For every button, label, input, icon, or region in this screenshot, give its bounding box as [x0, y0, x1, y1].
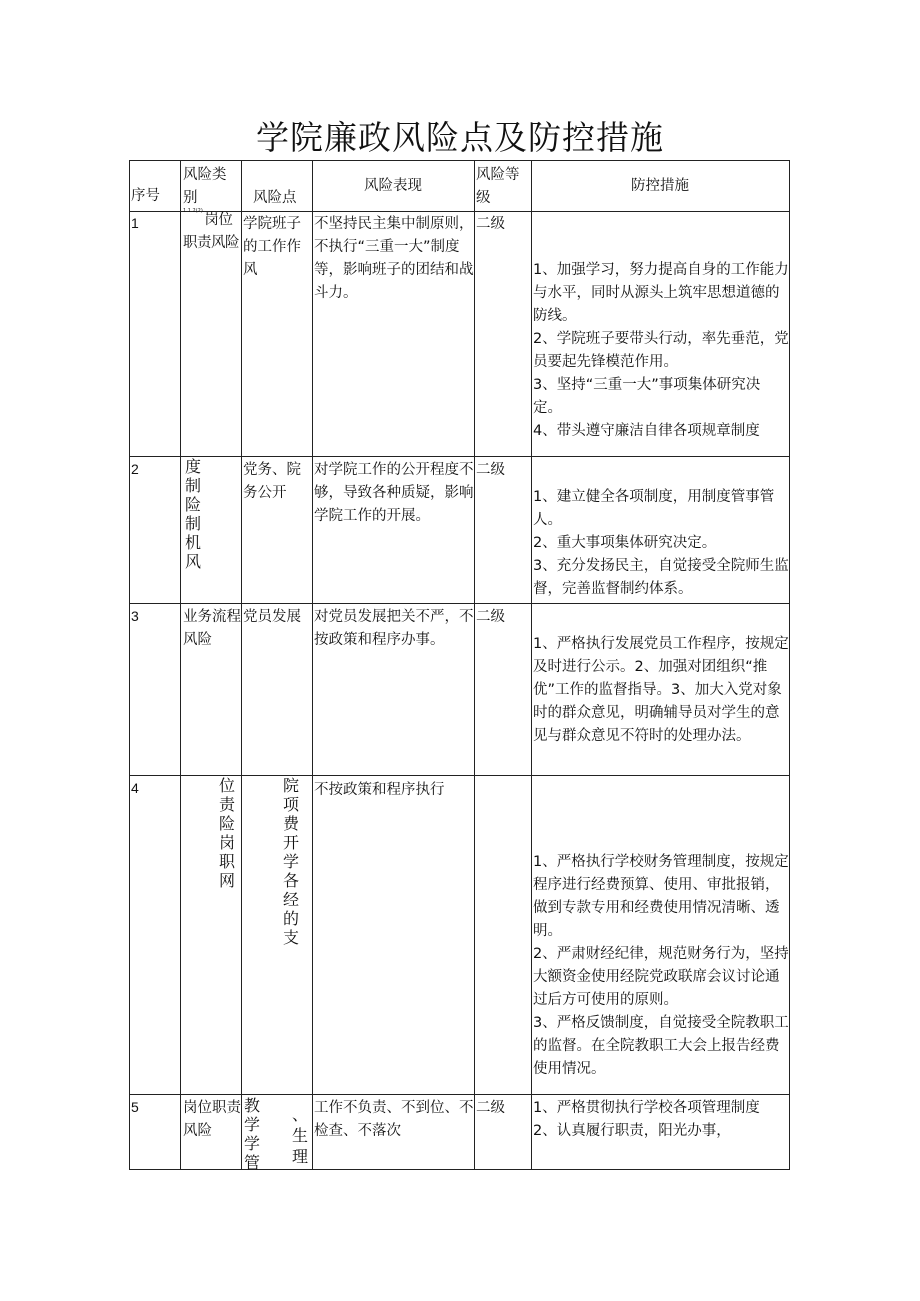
column-divider [180, 160, 181, 1170]
row3-level: 二级 [476, 609, 505, 625]
header-point: 风险点 [253, 190, 297, 206]
row3-seq: 3 [131, 608, 139, 624]
row5-seq: 5 [131, 1099, 139, 1115]
row2-measure-1: 1、建立健全各项制度，用制度管事管人。 [533, 489, 775, 528]
row4-manifestation: 不按政策和程序执行 [314, 782, 445, 798]
row1-measure-1: 1、加强学习，努力提高自身的工作能力与水平，同时从源头上筑牢思想道德的防线。 [533, 262, 789, 324]
row5-level: 二级 [476, 1100, 505, 1116]
row2-point: 党务、院务公开 [243, 462, 301, 501]
table-border-top [129, 160, 790, 161]
table-border-right [789, 160, 790, 1170]
row1-measure-2: 2、学院班子要带头行动，率先垂范，党员要起先锋模范作用。 [533, 331, 789, 370]
header-measures: 防控措施 [631, 178, 689, 194]
row1-measure-3: 3、坚持“三重一大”事项集体研究决定。 [533, 377, 761, 416]
row5-point-b: 、生理 [291, 1105, 308, 1166]
row4-measures [533, 851, 789, 1081]
row1-category-prefix: 1.1.2(2). [183, 208, 205, 214]
row5-measure-1: 1、严格贯彻执行学校各项管理制度 [533, 1100, 760, 1116]
row-divider [129, 1094, 790, 1095]
row5-point-a: 教学学管 [244, 1096, 261, 1172]
row1-point: 学院班子的工作作风 [243, 216, 301, 278]
row4-measure-1: 1、严格执行学校财务管理制度，按规定程序进行经费预算、使用、审批报销，做到专款专用和经费使用情况清晰、透明。 [533, 854, 789, 939]
row2-manifestation: 对学院工作的公开程度不够，导致各种质疑，影响学院工作的开展。 [314, 462, 474, 524]
column-divider [531, 160, 532, 1170]
row2-level: 二级 [476, 462, 505, 478]
row1-category [183, 209, 241, 255]
row5-measure-2: 2、认真履行职责，阳光办事， [533, 1123, 731, 1139]
header-level: 风险等级 [476, 167, 520, 206]
row3-manifestation: 对党员发展把关不严，不按政策和程序办事。 [314, 609, 474, 648]
row2-measures [533, 486, 789, 601]
row1-seq: 1 [131, 215, 139, 231]
row3-measure-1: 1、严格执行发展党员工作程序，按规定及时进行公示。2、加强对团组织“推优”工作的监督指导。3、加大入党对象时的群众意见，明确辅导员对学生的意见与群众意见不符时的处理办法。 [533, 636, 789, 744]
table-border-left [129, 160, 130, 1170]
header-category: 风险类别 [183, 167, 227, 206]
row1-measures [533, 259, 789, 443]
column-divider [474, 160, 475, 1170]
row4-point: 院项费开学各经的支 [282, 776, 299, 947]
column-divider [241, 160, 242, 1170]
row3-category: 业务流程风险 [183, 609, 241, 648]
row1-level: 二级 [476, 216, 505, 232]
row3-measures [533, 633, 789, 748]
row2-measure-3: 3、充分发扬民主，自觉接受全院师生监督，完善监督制约体系。 [533, 558, 789, 597]
row1-manifestation: 不坚持民主集中制原则，不执行“三重一大”制度等，影响班子的团结和战斗力。 [314, 216, 474, 301]
row5-measures [533, 1097, 789, 1143]
row3-point: 党员发展 [243, 609, 301, 625]
header-manifestation: 风险表现 [364, 178, 422, 194]
row4-seq: 4 [131, 780, 139, 796]
row1-category-text: 岗位职责风险 [183, 212, 239, 251]
table-border-bottom [129, 1169, 790, 1170]
row4-measure-3: 3、严格反馈制度，自觉接受全院教职工的监督。在全院教职工大会上报告经费使用情况。 [533, 1015, 789, 1077]
row5-manifestation: 工作不负责、不到位、不检查、不落次 [314, 1100, 474, 1139]
header-seq: 序号 [131, 188, 160, 204]
column-divider [312, 160, 313, 1170]
row-divider [129, 456, 790, 457]
row-divider [129, 603, 790, 604]
row2-measure-2: 2、重大事项集体研究决定。 [533, 535, 717, 551]
page-title: 学院廉政风险点及防控措施 [256, 118, 664, 157]
row4-measure-2: 2、严肃财经纪律，规范财务行为，坚持大额资金使用经院党政联席会议讨论通过后方可使用的原则。 [533, 946, 789, 1008]
row1-measure-4: 4、带头遵守廉洁自律各项规章制度 [533, 423, 760, 439]
row4-category: 位责险岗职网 [218, 776, 235, 890]
row2-seq: 2 [131, 461, 139, 477]
row2-category: 度制险制机风 [184, 457, 201, 571]
row5-category: 岗位职责风险 [183, 1100, 241, 1139]
